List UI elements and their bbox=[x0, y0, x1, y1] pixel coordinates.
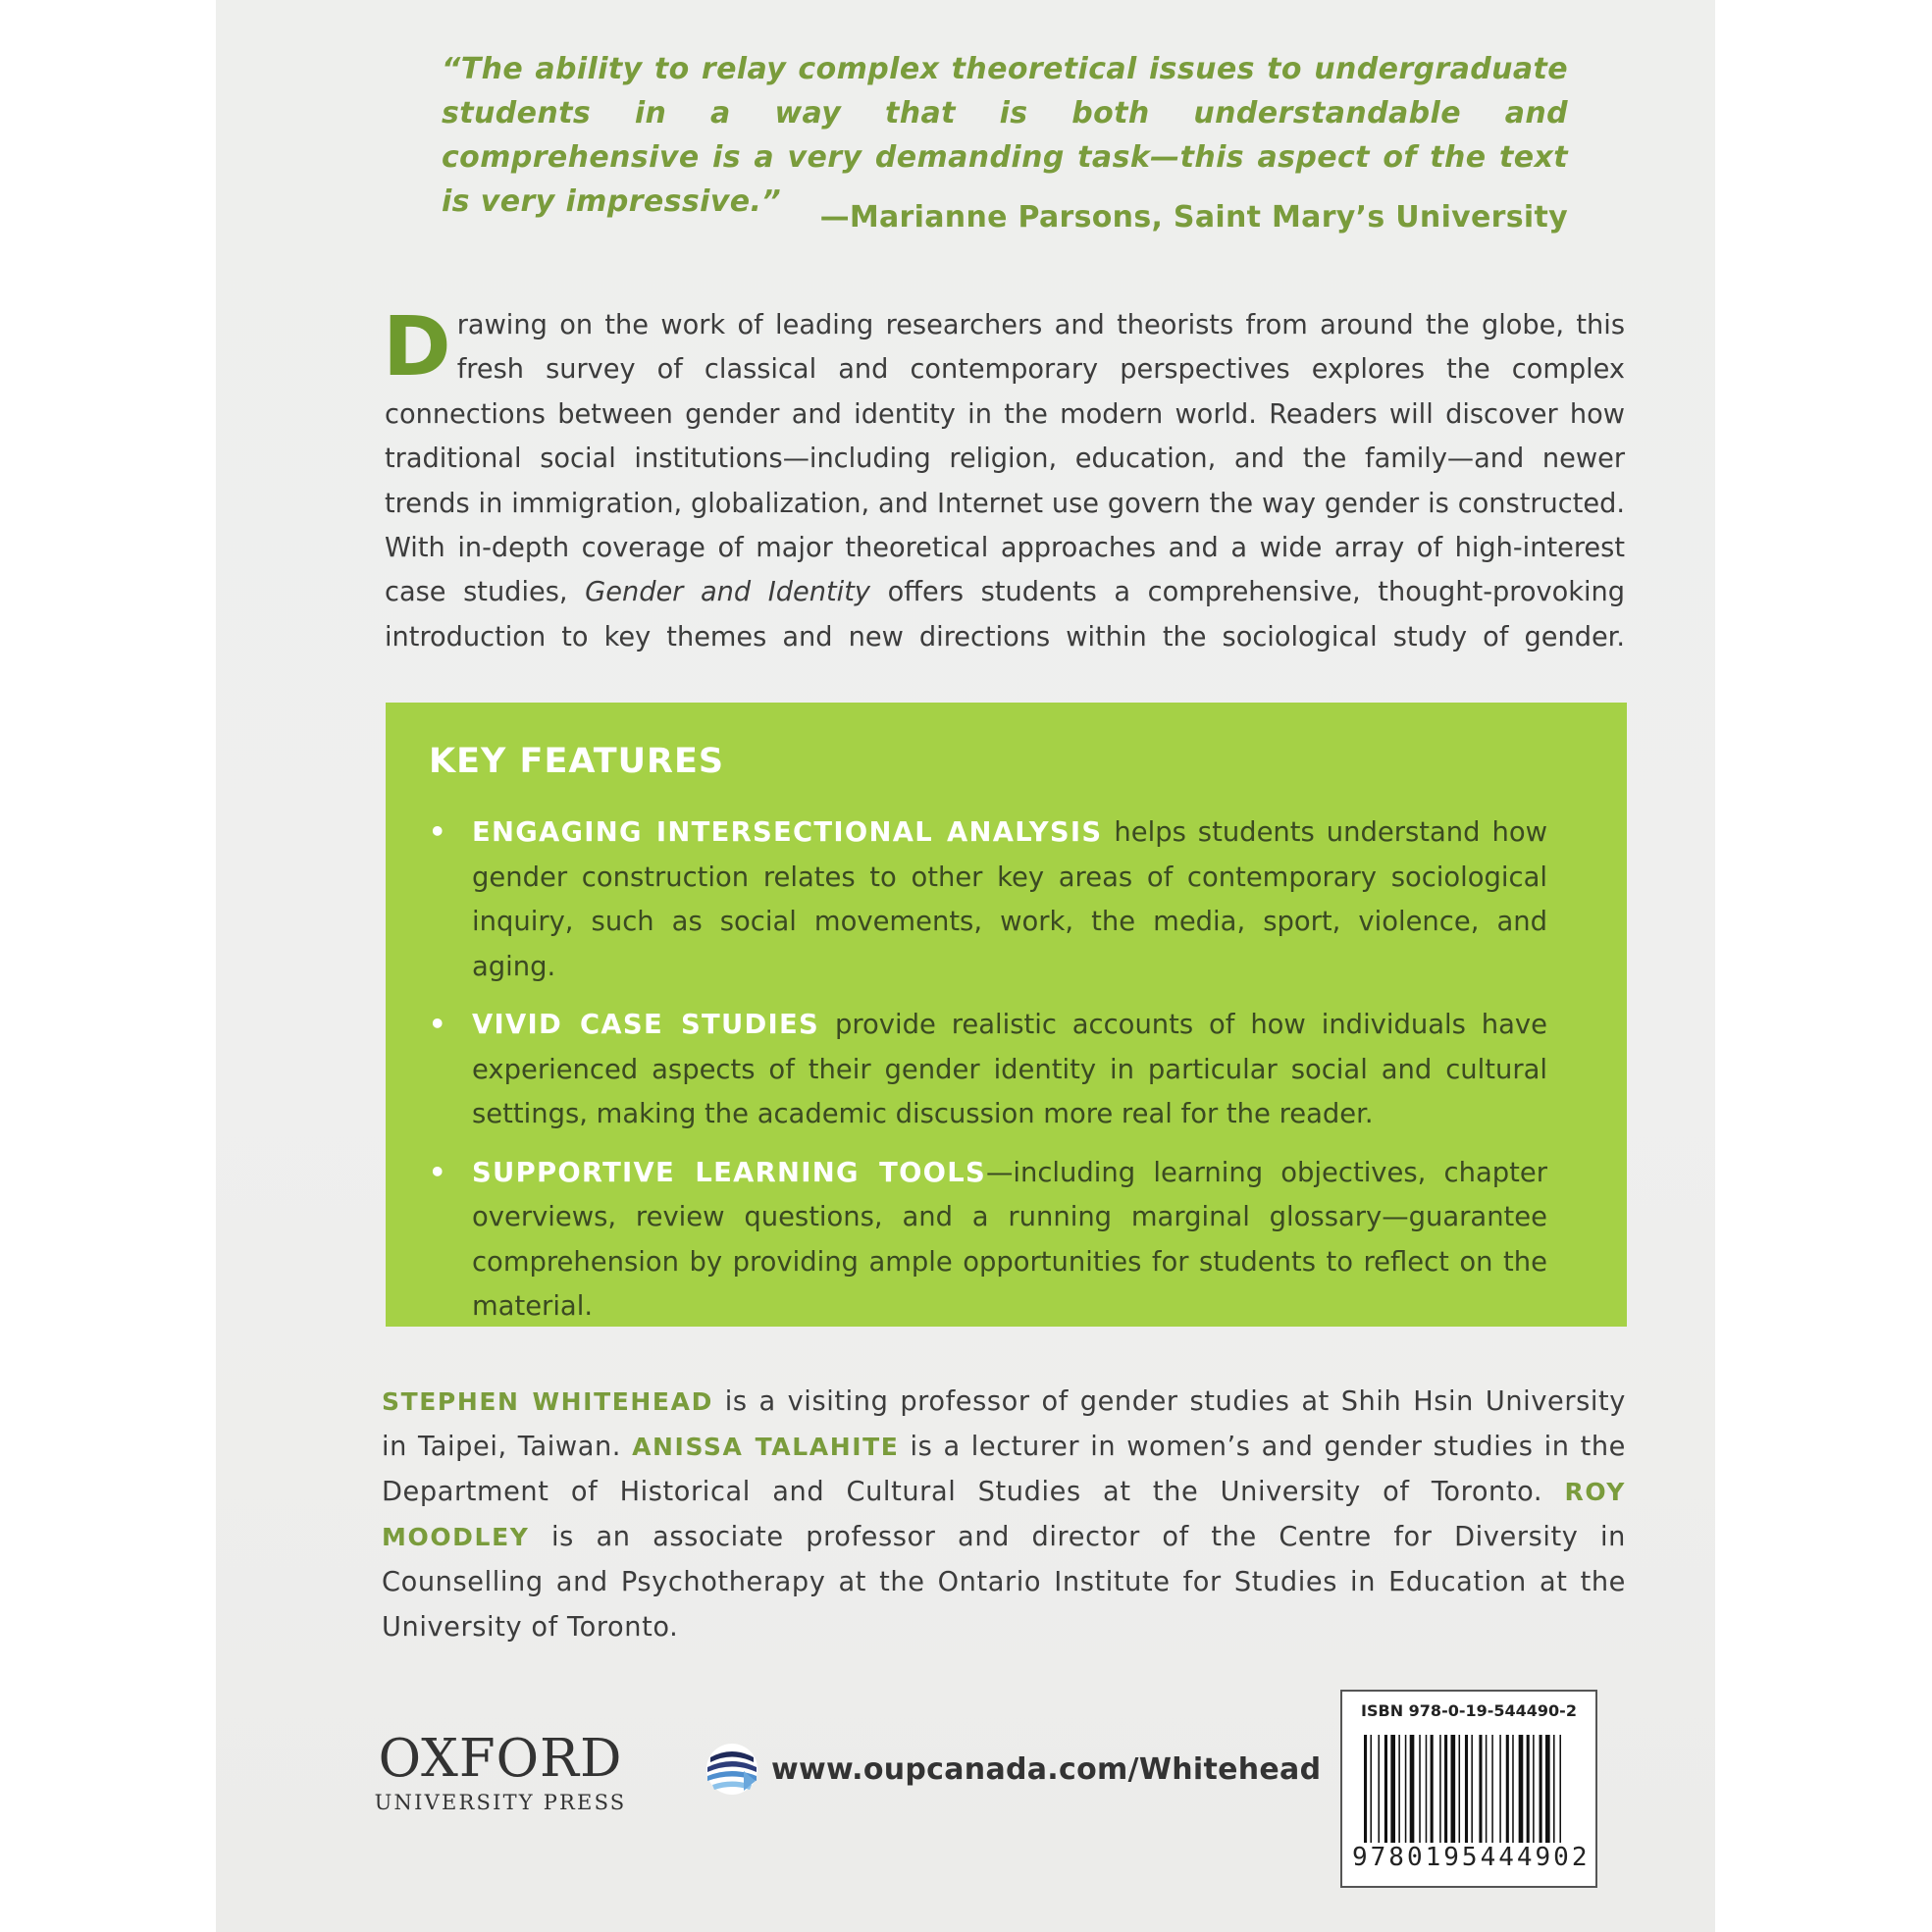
feature-highlight: ENGAGING INTERSECTIONAL ANALYSIS bbox=[472, 817, 1103, 848]
feature-text: helps students understand how gender construction relates to other key areas of contemporary sociological inquiry, such as social movements, work, the media, sport, violence, and aging. bbox=[472, 817, 1547, 982]
author-bio-text: is a visiting professor of gender studies at Shih Hsin University in Taipei, Taiwan. bbox=[382, 1386, 1626, 1462]
author-bio-text: is an associate professor and director of the Centre for Diversity in Counselling and Psychotherapy at the Ontario Institute for Studies in Education at the University of Toronto. bbox=[382, 1522, 1626, 1643]
author-bios bbox=[382, 1380, 1626, 1650]
bullet: • bbox=[429, 1157, 446, 1188]
author-name: ROY MOODLEY bbox=[382, 1478, 1626, 1551]
feature-item bbox=[429, 1151, 1547, 1330]
isbn-label: ISBN 978-0-19-544490-2 bbox=[1361, 1701, 1577, 1720]
description-text-end: offers students a comprehensive, thought-provoking introduction to key themes and new directions within the sociological study of gender. bbox=[385, 577, 1625, 653]
feature-item bbox=[429, 1003, 1547, 1137]
website-url[interactable]: www.oupcanada.com/Whitehead bbox=[771, 1751, 1322, 1787]
publisher-logo bbox=[368, 1729, 633, 1814]
author-bio-text: is a lecturer in women’s and gender studies in the Department of Historical and Cultural Studies at the University of Toronto. bbox=[382, 1432, 1627, 1507]
bullet: • bbox=[429, 1010, 446, 1040]
drop-cap: D bbox=[383, 298, 451, 394]
barcode bbox=[1362, 1735, 1576, 1849]
publisher-subtitle: UNIVERSITY PRESS bbox=[374, 1791, 627, 1814]
barcode-digits: 9780195444902 bbox=[1352, 1843, 1591, 1872]
quote-attribution: —Marianne Parsons, Saint Mary’s University bbox=[819, 200, 1568, 235]
feature-text: —including learning objectives, chapter overviews, review questions, and a running marginal glossary—guarantee comprehension by providing ample opportunities for students to reflect on the material. bbox=[472, 1157, 1547, 1322]
key-features-heading: KEY FEATURES bbox=[429, 742, 725, 781]
author-name: ANISSA TALAHITE bbox=[632, 1433, 900, 1461]
isbn-barcode-box bbox=[1340, 1690, 1597, 1888]
feature-text: provide realistic accounts of how individuals have experienced aspects of their gender identity in particular social and cultural settings, making the academic discussion more real for the reader. bbox=[472, 1010, 1547, 1129]
book-description bbox=[383, 298, 1625, 659]
key-features-list bbox=[429, 810, 1547, 1343]
publisher-name: OXFORD bbox=[378, 1729, 623, 1789]
key-features-box bbox=[386, 703, 1627, 1327]
review-quote: “The ability to relay complex theoretical issues to undergraduate students in a way that is both understandable and comprehensive is a very demanding task—this aspect of the text is very impressive.” bbox=[442, 52, 1568, 219]
bullet: • bbox=[429, 817, 446, 848]
website-link[interactable] bbox=[705, 1742, 1321, 1797]
author-name: STEPHEN WHITEHEAD bbox=[382, 1387, 713, 1416]
feature-highlight: SUPPORTIVE LEARNING TOOLS bbox=[472, 1157, 987, 1188]
feature-highlight: VIVID CASE STUDIES bbox=[472, 1010, 820, 1040]
book-title-italic: Gender and Identity bbox=[585, 577, 870, 608]
feature-item bbox=[429, 810, 1547, 989]
description-text: rawing on the work of leading researchers and theorists from around the globe, this fresh survey of classical and contemporary perspectives explores the complex connections between gender and identity in the modern world. Readers will discover how traditional social institutions—including religion, education, and the family—and newer trends in immigration, globalization, and Internet use govern the way gender is constructed. With in-depth coverage of major theoretical approaches and a wide array of high-interest case studies, bbox=[385, 310, 1625, 608]
globe-icon bbox=[705, 1742, 759, 1797]
